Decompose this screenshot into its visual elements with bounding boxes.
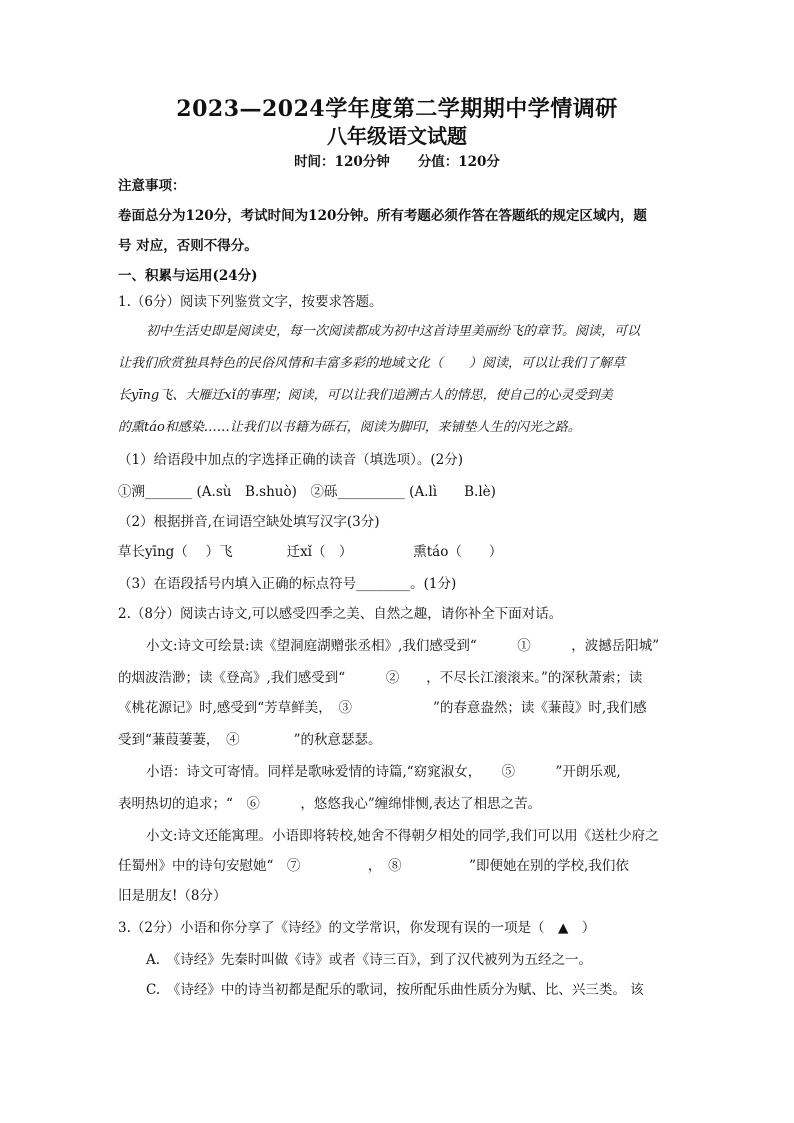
notice-line-1: 卷面总分为120分，考试时间为120分钟。所有考题必须作答在答题纸的规定区域内，题	[118, 208, 647, 224]
exam-title: 2023—2024学年度第二学期期中学情调研	[176, 96, 618, 122]
exam-subtitle: 八年级语文试题	[327, 124, 467, 148]
q2-line: 小语：诗文可寄情。同样是歌咏爱情的诗篇,“窈窕淑女， ⑤ ”开朗乐观,	[146, 764, 621, 780]
q2-line: 任蜀州》中的诗句安慰她“ ⑦ ， ⑧ ”即便她在别的学校,我们依	[118, 858, 629, 874]
notice-line-2: 号 对应，否则不得分。	[118, 238, 258, 254]
q3-option-c: C. 《诗经》中的诗当初都是配乐的歌词，按所配乐曲性质分为赋、比、兴三类。 该	[146, 982, 644, 998]
q1-sub1-options: ①溯_______ (A.sù B.shuò) ②砾__________ (A.lì B.lè)	[118, 484, 496, 500]
q2-line: 《桃花源记》时,感受到“芳草鲜美， ③ ”的春意盎然；读《蒹葭》时,我们感	[118, 700, 647, 716]
q1-passage-line: 长yīng飞、大雁迁xǐ的事理；阅读，可以让我们追溯古人的情思，使自己的心灵受到美	[118, 388, 613, 403]
q1-passage-line: 让我们欣赏独具特色的民俗风情和丰富多彩的地域文化（ ）阅读，可以让我们了解草	[118, 356, 626, 371]
exam-score: 分值：120分	[417, 154, 500, 170]
q1-stem: 1.（6分）阅读下列鉴赏文字，按要求答题。	[118, 294, 383, 310]
q2-stem: 2.（8分）阅读古诗文,可以感受四季之美、自然之趣，请你补全下面对话。	[118, 606, 563, 622]
q1-sub1: （1）给语段中加点的字选择正确的读音（填选项）。(2分)	[118, 452, 463, 468]
q2-line: 受到“蒹葭萋萋， ④ ”的秋意瑟瑟。	[118, 732, 382, 748]
exam-meta	[0, 150, 794, 170]
q1-sub3: （3）在语段括号内填入正确的标点符号________。(1分)	[118, 576, 457, 592]
exam-time: 时间：120分钟	[294, 154, 390, 170]
q2-line: 旧是朋友!（8分）	[118, 888, 227, 904]
notice-heading: 注意事项：	[118, 178, 186, 194]
q1-sub2: （2）根据拼音,在词语空缺处填写汉字(3分)	[118, 514, 380, 530]
q1-passage-line: 初中生活史即是阅读史，每一次阅读都成为初中这首诗里美丽纷飞的章节。阅读，可以	[146, 324, 641, 339]
q2-line: 小文:诗文可绘景:读《望洞庭湖赠张丞相》,我们感受到“ ① ，波撼岳阳城”	[146, 638, 660, 654]
q3-stem: 3.（2分）小语和你分享了《诗经》的文学常识，你发现有误的一项是（ ▲ ）	[118, 920, 596, 936]
q1-passage-line: 的熏táo和感染……让我们以书籍为砾石，阅读为脚印，来铺垫人生的闪光之路。	[118, 420, 581, 435]
q2-line: 的烟波浩渺；读《登高》,我们感受到“ ② ，不尽长江滚滚来。”的深秋萧索；读	[118, 670, 643, 686]
q2-line: 小文:诗文还能寓理。小语即将转校,她舍不得朝夕相处的同学,我们可以用《送杜少府之	[146, 828, 659, 844]
q3-option-a: A. 《诗经》先秦时叫做《诗》或者《诗三百》，到了汉代被列为五经之一。	[146, 952, 593, 968]
section-heading: 一、积累与运用(24分)	[118, 268, 258, 284]
q2-line: 表明热切的追求；“ ⑥ ，悠悠我心”缠绵悱恻,表达了相思之苦。	[118, 796, 542, 812]
q1-sub2-fill: 草长yīng（ ）飞 迁xǐ（ ） 熏táo（ ）	[118, 544, 503, 560]
